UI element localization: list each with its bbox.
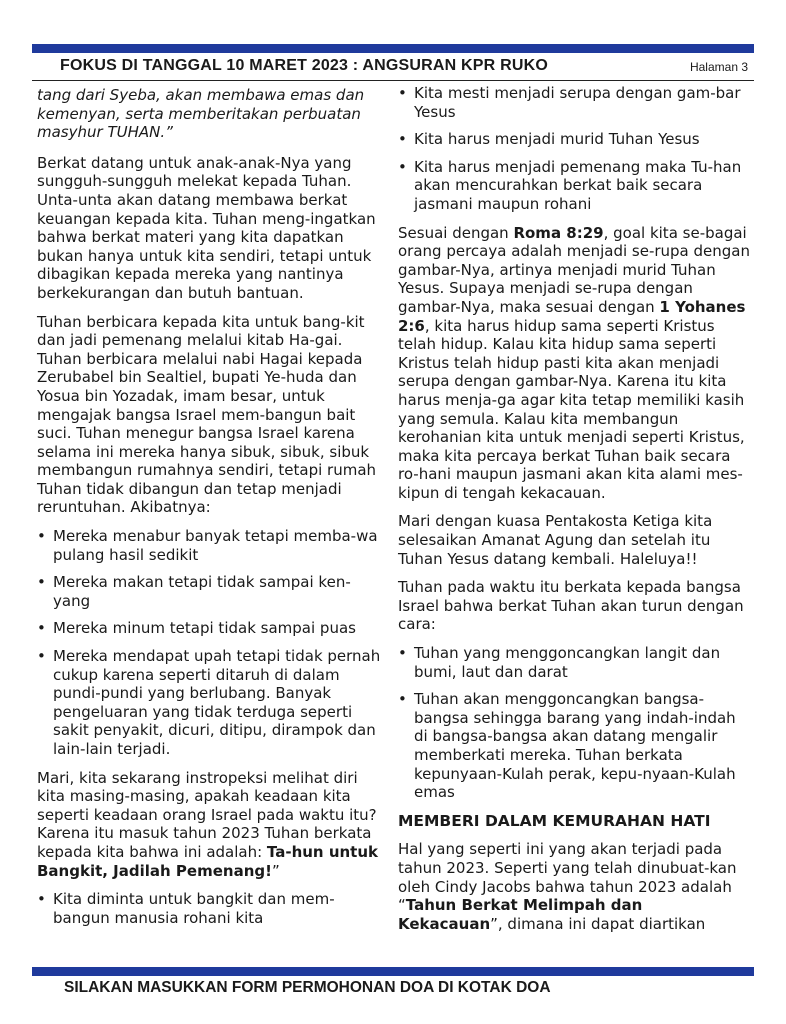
paragraph: Sesuai dengan Roma 8:29, goal kita se-bagai orang percaya adalah menjadi se-rupa dengan gambar-Nya, artinya menjadi murid Tuhan Yesus. Supaya menjadi se-rupa dengan gambar-Nya, maka sesuai dengan 1 Yohanes 2:6, kita harus hidup sama seperti Kristus telah hidup. Kalau kita hidup sama seperti Kristus telah hidup pasti kita akan menjadi serupa dengan gambar-Nya. Karena itu kita harus menja-ga agar kita tetap memiliki kasih yang semula. Kalau kita membangun kerohanian kita untuk menjadi seperti Kristus, maka kita percaya berkat Tuhan baik secara ro-hani maupun jasmani akan kita alami mes-kipun di tengah kekacauan. xyxy=(398,223,750,502)
bullet-icon: • xyxy=(398,130,407,149)
paragraph: Hal yang seperti ini yang akan terjadi pada tahun 2023. Seperti yang telah dinubuat-kan oleh Cindy Jacobs bahwa tahun 2023 adalah “Tahun Berkat Melimpah dan Kekacauan”, dimana ini dapat diartikan xyxy=(398,840,737,933)
list-item: • Tuhan yang menggoncangkan langit dan bumi, laut dan darat xyxy=(398,644,721,681)
page-header xyxy=(32,55,754,79)
paragraph: Tuhan pada waktu itu berkata kepada bangsa Israel bahwa berkat Tuhan akan turun dengan cara: xyxy=(398,578,744,634)
list-item: • Kita mesti menjadi serupa dengan gam-bar Yesus xyxy=(398,84,741,121)
paragraph: Tuhan berbicara kepada kita untuk bang-kit dan jadi pemenang melalui kitab Ha-gai. Tuhan berbicara melalui nabi Hagai kepada Zerubabel bin Sealtiel, bupati Ye-huda dan Yosua bin Yozadak, imam besar, untuk mengajak bangsa Israel mem-bangun bait suci. Tuhan menegur bangsa Israel karena selama ini mereka hanya sibuk, sibuk, sibuk membangun rumahnya sendiri, tetapi rumah Tuhan tidak dibangun dan tetap menjadi reruntuhan. Akibatnya: xyxy=(37,312,377,517)
bullet-list xyxy=(398,84,752,214)
bullet-icon: • xyxy=(398,690,407,709)
bullet-list xyxy=(37,890,382,927)
emphasis: Tahun Berkat Melimpah dan Kekacauan xyxy=(398,896,643,933)
bullet-icon: • xyxy=(37,619,46,638)
bullet-icon: • xyxy=(37,890,46,909)
bullet-icon: • xyxy=(37,573,46,592)
list-item: • Tuhan akan menggoncangkan bangsa-bangsa sehingga barang yang indah-indah di bangsa-bangsa akan datang mengalir memberkati mereka. Tuhan berkata kepunyaan-Kulah perak, kepu-nyaan-Kulah emas xyxy=(398,690,736,802)
list-item: • Kita harus menjadi pemenang maka Tu-han akan mencurahkan berkat baik secara jasmani maupun rohani xyxy=(398,157,742,213)
list-item: • Mereka mendapat upah tetapi tidak pernah cukup karena seperti ditaruh di dalam pundi-pundi yang berlubang. Banyak pengeluaran yang tidak terduga seperti sakit penyakit, dicuri, ditipu, dirampok dan lain-lain terjadi. xyxy=(37,647,381,758)
right-column xyxy=(398,84,752,943)
list-item: • Mereka minum tetapi tidak sampai puas xyxy=(37,619,356,638)
scripture-reference: Roma 8:29 xyxy=(513,223,604,242)
header-title: FOKUS DI TANGGAL 10 MARET 2023 : ANGSURAN KPR RUKO xyxy=(60,57,548,74)
paragraph: Berkat datang untuk anak-anak-Nya yang sungguh-sungguh melekat kepada Tuhan. Unta-unta akan datang membawa berkat keuangan kepada kita. Tuhan meng-ingatkan bahwa berkat materi yang kita dapatkan bukan hanya untuk kita sendiri, tetapi untuk dibagikan kepada mereka yang nantinya berkekurangan dan butuh bantuan. xyxy=(37,153,376,302)
paragraph: Mari, kita sekarang instropeksi melihat diri kita masing-masing, apakah keadaan kita seperti keadaan orang Israel pada waktu itu? Karena itu masuk tahun 2023 Tuhan berkata kepada kita bahwa ini adalah: Ta-hun untuk Bangkit, Jadilah Pemenang!” xyxy=(37,768,379,880)
bullet-list xyxy=(398,644,752,802)
emphasis: Ta-hun untuk Bangkit, Jadilah Pemenang! xyxy=(37,842,379,880)
bullet-icon: • xyxy=(398,157,407,176)
list-item: • Mereka menabur banyak tetapi memba-wa pulang hasil sedikit xyxy=(37,527,378,564)
list-item: • Kita diminta untuk bangkit dan mem-bangun manusia rohani kita xyxy=(37,890,335,927)
section-heading: MEMBERI DALAM KEMURAHAN HATI xyxy=(398,811,711,830)
top-blue-bar xyxy=(32,44,754,53)
bottom-blue-bar xyxy=(32,967,754,976)
list-item: • Mereka makan tetapi tidak sampai ken-yang xyxy=(37,573,351,610)
page-number: Halaman 3 xyxy=(689,60,748,74)
scripture-reference: 1 Yohanes 2:6 xyxy=(398,297,746,335)
bullet-icon: • xyxy=(398,84,407,102)
footer-note: SILAKAN MASUKKAN FORM PERMOHONAN DOA DI KOTAK DOA xyxy=(64,979,551,996)
header-divider xyxy=(32,80,754,81)
list-item: • Kita harus menjadi murid Tuhan Yesus xyxy=(398,130,700,149)
left-column xyxy=(37,86,382,937)
intro-quote: tang dari Syeba, akan membawa emas dan kemenyan, serta memberitakan perbuatan masyhur TUHAN.” xyxy=(37,86,365,142)
bullet-icon: • xyxy=(37,647,46,666)
bullet-icon: • xyxy=(398,644,407,663)
bullet-list xyxy=(37,527,382,759)
bullet-icon: • xyxy=(37,527,46,546)
paragraph: Mari dengan kuasa Pentakosta Ketiga kita selesaikan Amanat Agung dan setelah itu Tuhan Yesus datang kembali. Haleluya!! xyxy=(398,512,713,568)
